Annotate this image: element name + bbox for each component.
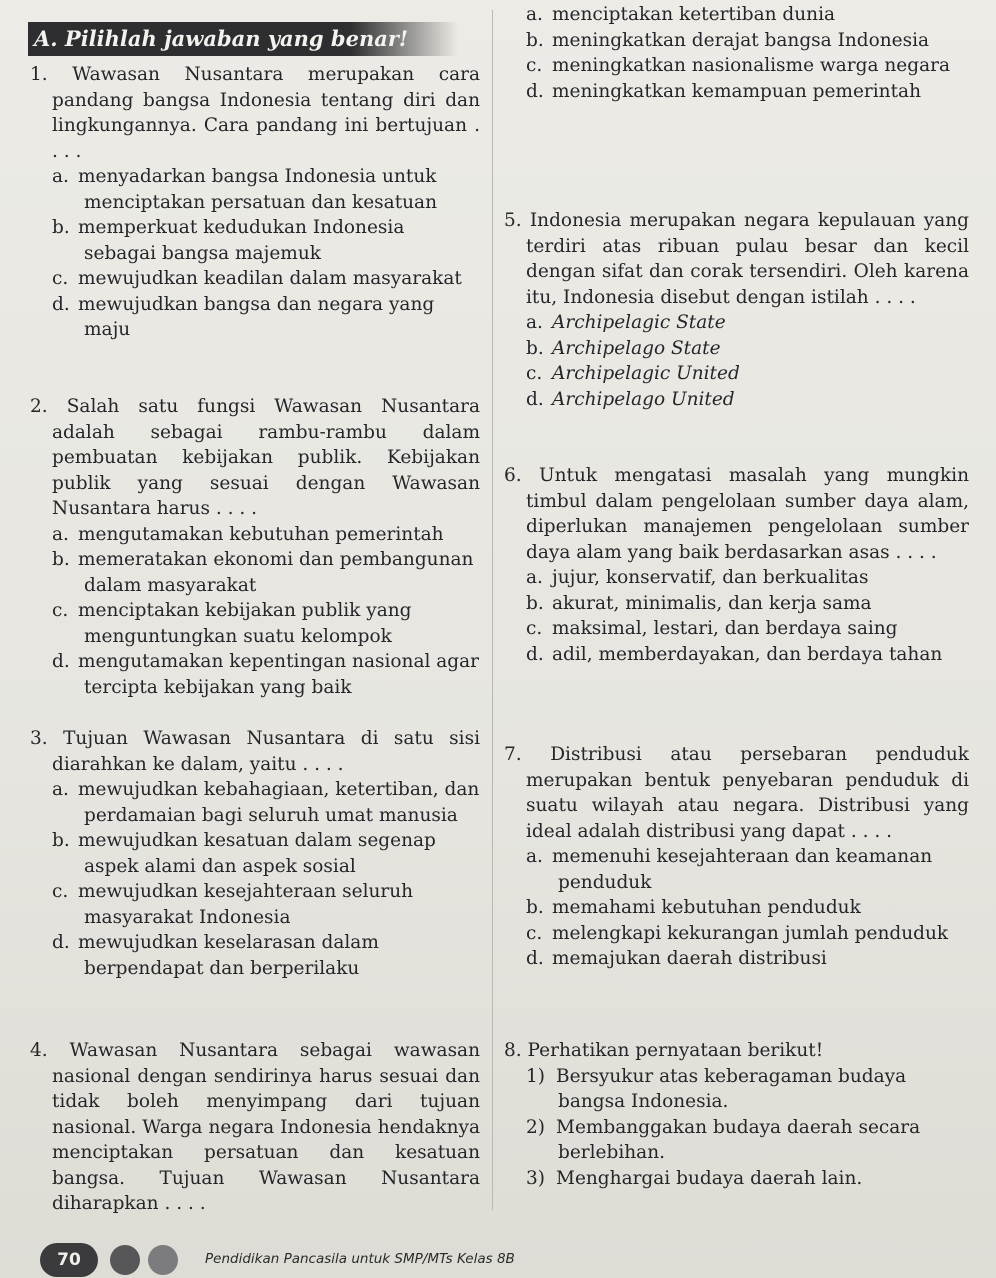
option-a[interactable]: a. menciptakan ketertiban dunia — [526, 4, 836, 25]
column-divider — [492, 10, 493, 1210]
question-stem: Wawasan Nusantara merupakan cara pandang bangsa Indonesia tentang diri dan lingkungannya. Cara pandang ini bertujuan . . . . — [52, 64, 480, 162]
statement-item: 3) Menghargai budaya daerah lain. — [526, 1167, 863, 1189]
option-d[interactable]: d. mengutamakan kepentingan nasional agar tercipta kebijakan yang baik — [52, 651, 480, 698]
option-d[interactable]: d. mewujudkan bangsa dan negara yang maju — [52, 293, 435, 340]
question-stem: Tujuan Wawasan Nusantara di satu sisi diarahkan ke dalam, yaitu . . . . — [52, 728, 480, 775]
option-d[interactable]: d. adil, memberdayakan, dan berdaya tahan — [526, 643, 943, 665]
option-b[interactable]: b. memahami kebutuhan penduduk — [526, 897, 861, 918]
option-b[interactable]: b. akurat, minimalis, dan kerja sama — [526, 592, 872, 614]
option-a[interactable]: a. menyadarkan bangsa Indonesia untuk menciptakan persatuan dan kesatuan — [52, 166, 437, 213]
question-stem: Perhatikan pernyataan berikut! — [527, 1040, 824, 1061]
question-number: 7. — [504, 744, 522, 765]
question-3 — [30, 726, 480, 981]
question-5 — [504, 208, 969, 412]
question-number: 8. — [504, 1040, 522, 1061]
question-number: 2. — [30, 396, 48, 417]
question-2 — [30, 394, 480, 700]
question-stem: Wawasan Nusantara sebagai wawasan nasional dengan sendirinya harus sesuai dan tidak boleh menyimpang dari tujuan nasional. Warga negara Indonesia hendaknya menciptakan persatuan dan kesatuan bangsa. Tujuan Wawasan Nusantara diharapkan . . . . — [52, 1040, 481, 1214]
option-c[interactable]: c. meningkatkan nasionalisme warga negara — [526, 55, 950, 76]
question-4 — [30, 1038, 480, 1217]
decorative-dot — [148, 1245, 178, 1275]
question-1 — [30, 62, 480, 343]
question-number: 5. — [504, 210, 522, 231]
option-b[interactable]: b. meningkatkan derajat bangsa Indonesia — [526, 29, 930, 51]
option-d[interactable]: d. Archipelago United — [526, 388, 735, 410]
option-a[interactable]: a. Archipelagic State — [526, 312, 726, 333]
page-footer — [40, 1243, 560, 1277]
question-number: 4. — [30, 1040, 48, 1061]
section-header: A. Pilihlah jawaban yang benar! — [28, 22, 458, 56]
question-stem: Untuk mengatasi masalah yang mungkin timbul dalam pengelolaan sumber daya alam, diperlukan manajemen pengelolaan sumber daya alam yang baik berdasarkan asas . . . . — [526, 465, 969, 563]
statement-item: 1) Bersyukur atas keberagaman budaya bangsa Indonesia. — [526, 1065, 907, 1112]
question-stem: Salah satu fungsi Wawasan Nusantara adalah sebagai rambu-rambu dalam pembuatan kebijakan publik. Kebijakan publik yang sesuai dengan Wawasan Nusantara harus . . . . — [52, 396, 480, 519]
option-b[interactable]: b. mewujudkan kesatuan dalam segenap aspek alami dan aspek sosial — [52, 830, 436, 877]
option-d[interactable]: d. memajukan daerah distribusi — [526, 948, 827, 969]
question-number: 6. — [504, 465, 522, 486]
option-c[interactable]: c. mewujudkan keadilan dalam masyarakat — [52, 268, 462, 289]
option-c[interactable]: c. Archipelagic United — [526, 363, 740, 384]
decorative-dot — [110, 1245, 140, 1275]
question-6 — [504, 463, 969, 667]
page-number: 70 — [40, 1243, 98, 1277]
statement-item: 2) Membanggakan budaya daerah secara berlebihan. — [526, 1116, 921, 1163]
question-number: 3. — [30, 728, 48, 749]
option-a[interactable]: a. memenuhi kesejahteraan dan keamanan penduduk — [526, 846, 933, 893]
option-c[interactable]: c. mewujudkan kesejahteraan seluruh masyarakat Indonesia — [52, 881, 414, 928]
book-title: Pendidikan Pancasila untuk SMP/MTs Kelas 8B — [205, 1251, 515, 1267]
option-d[interactable]: d. meningkatkan kemampuan pemerintah — [526, 80, 921, 102]
option-b[interactable]: b. Archipelago State — [526, 337, 721, 359]
option-d[interactable]: d. mewujudkan keselarasan dalam berpendapat dan berperilaku — [52, 932, 379, 979]
question-4-options — [504, 2, 969, 104]
option-c[interactable]: c. maksimal, lestari, dan berdaya saing — [526, 618, 898, 639]
question-8 — [504, 1038, 969, 1191]
option-a[interactable]: a. jujur, konservatif, dan berkualitas — [526, 567, 869, 588]
option-a[interactable]: a. mengutamakan kebutuhan pemerintah — [52, 523, 444, 545]
option-c[interactable]: c. menciptakan kebijakan publik yang menguntungkan suatu kelompok — [52, 600, 412, 647]
option-b[interactable]: b. memeratakan ekonomi dan pembangunan dalam masyarakat — [52, 549, 474, 596]
question-stem: Indonesia merupakan negara kepulauan yang terdiri atas ribuan pulau besar dan kecil dengan sifat dan corak tersendiri. Oleh karena itu, Indonesia disebut dengan istilah . . . . — [526, 210, 969, 308]
question-number: 1. — [30, 64, 48, 85]
option-b[interactable]: b. memperkuat kedudukan Indonesia sebagai bangsa majemuk — [52, 217, 405, 264]
option-c[interactable]: c. melengkapi kekurangan jumlah penduduk — [526, 922, 949, 944]
option-a[interactable]: a. mewujudkan kebahagiaan, ketertiban, dan perdamaian bagi seluruh umat manusia — [52, 779, 480, 826]
question-7 — [504, 742, 969, 972]
question-stem: Distribusi atau persebaran penduduk merupakan bentuk penyebaran penduduk di suatu wilayah atau negara. Distribusi yang ideal adalah distribusi yang dapat . . . . — [526, 744, 969, 842]
